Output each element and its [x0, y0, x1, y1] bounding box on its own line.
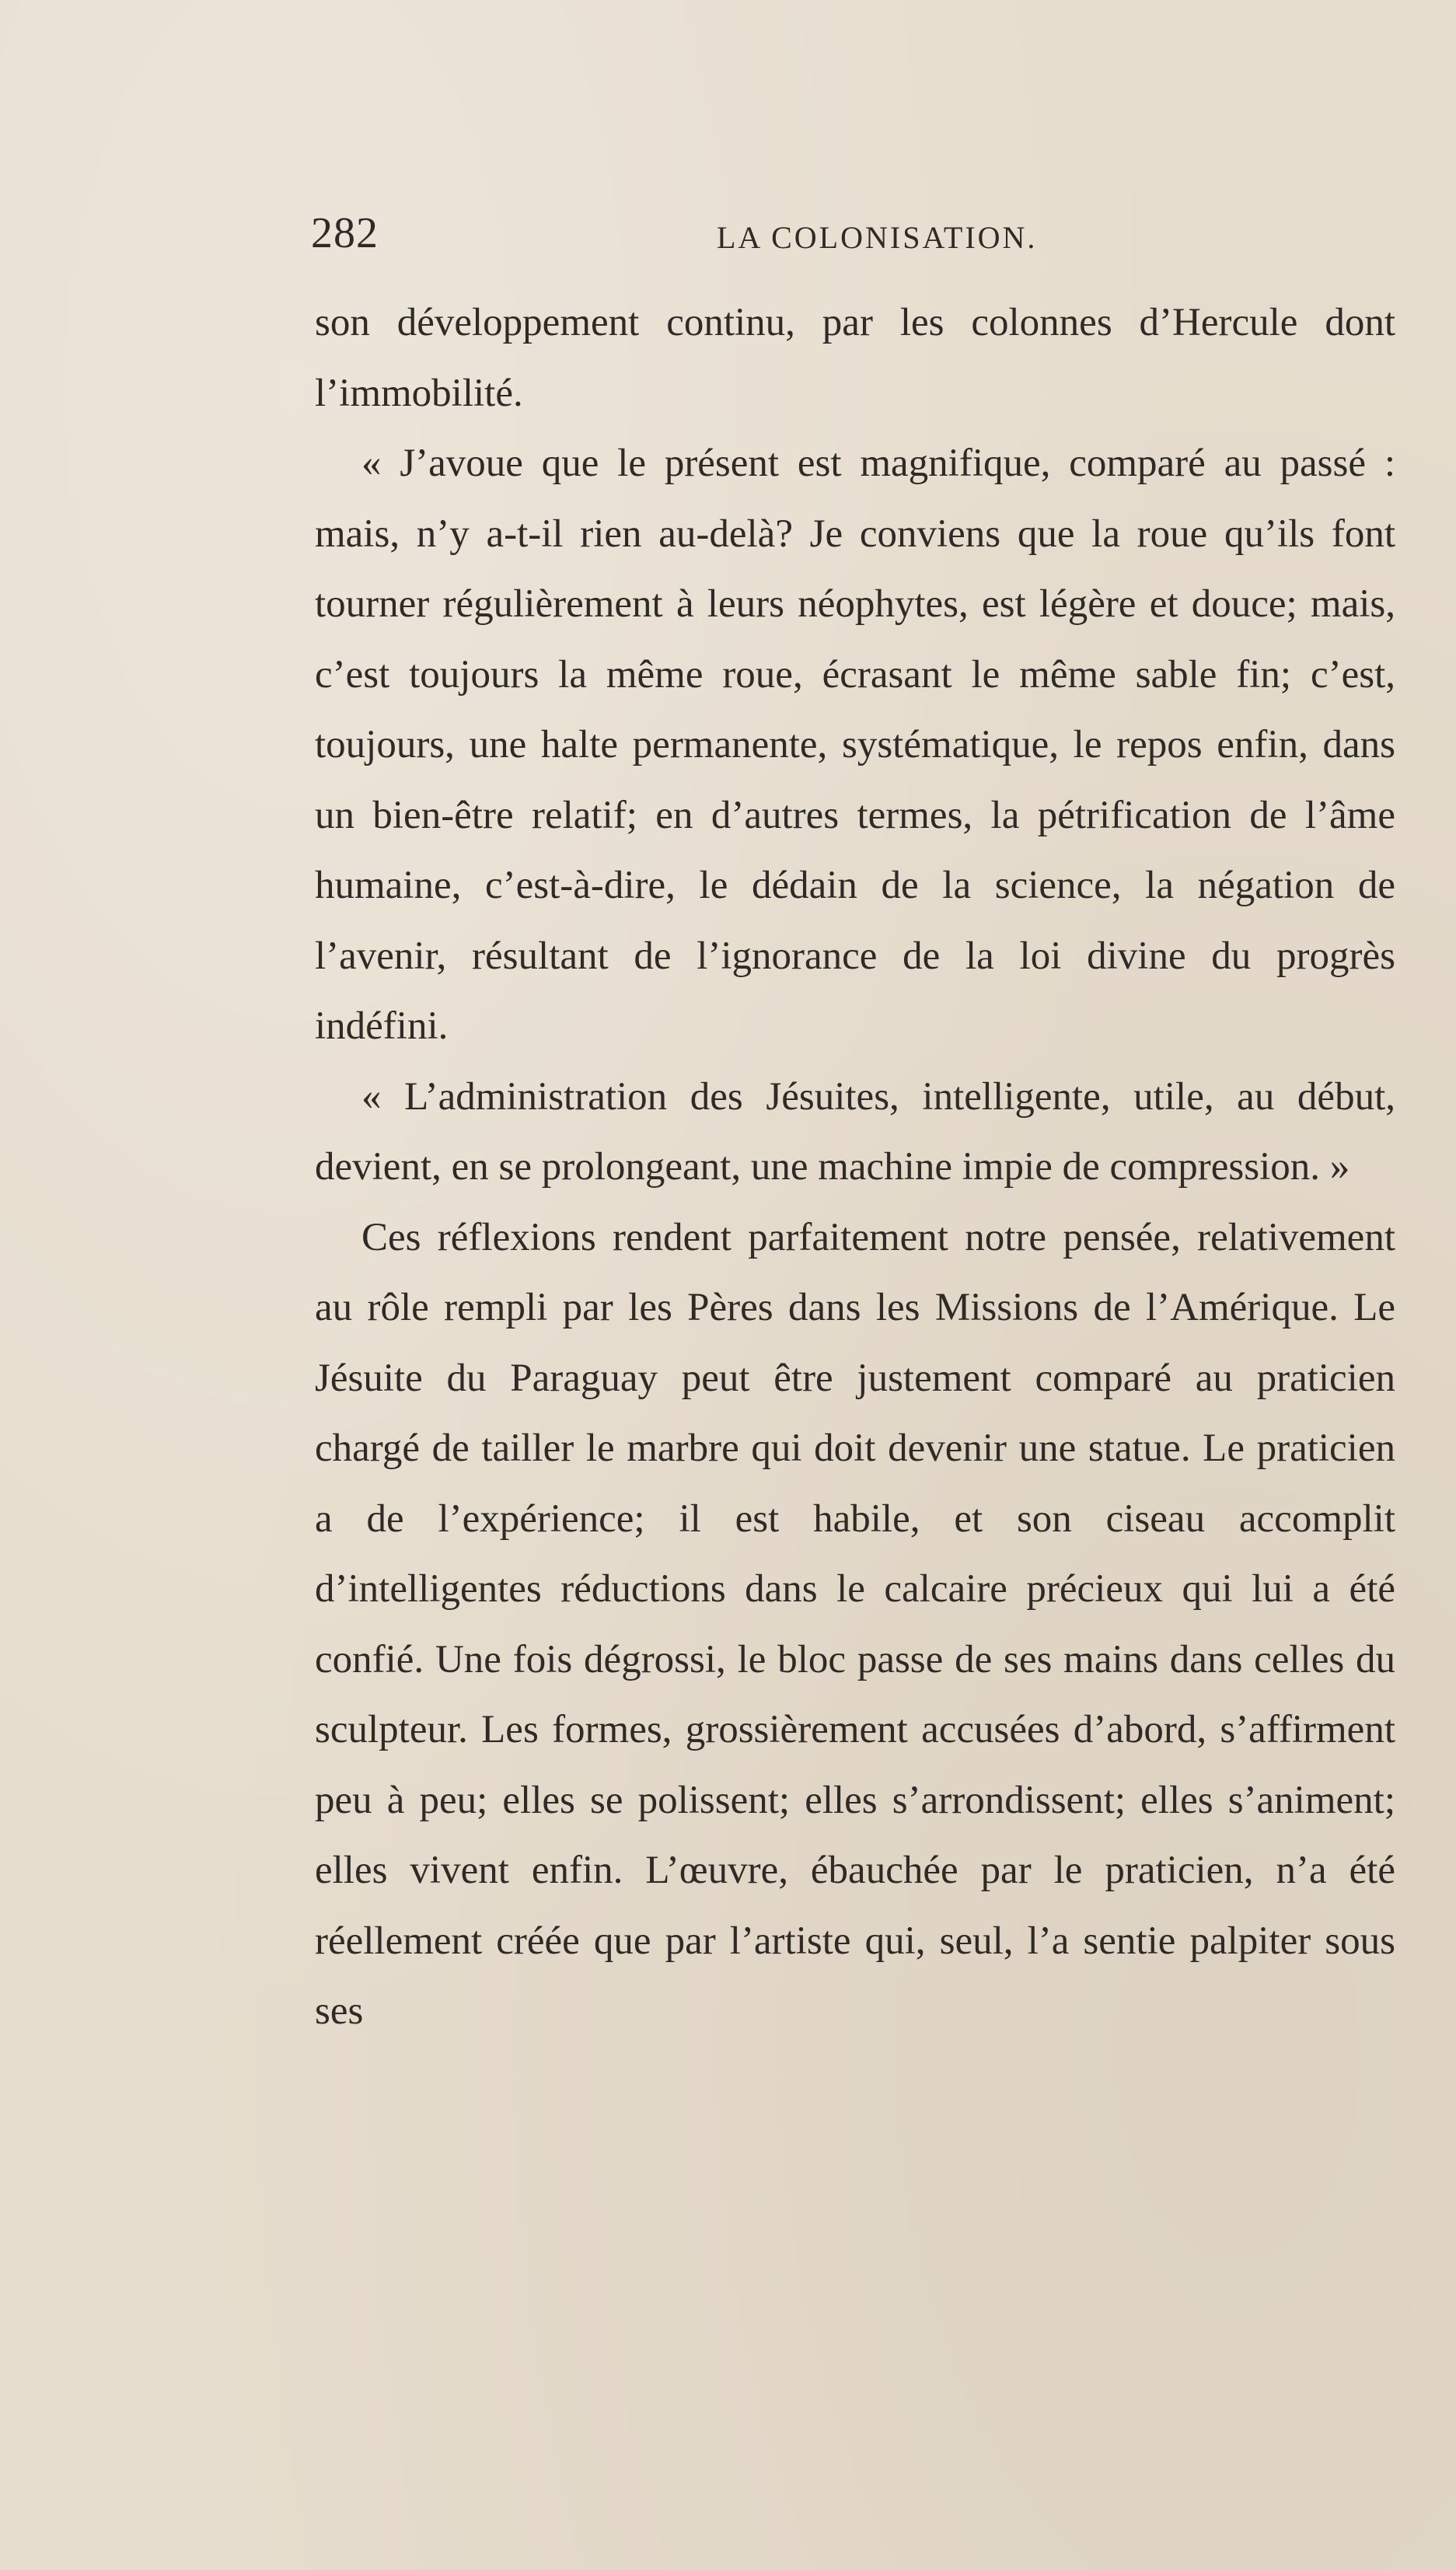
paragraph-quote-2: « L’administration des Jésuites, intelligente, utile, au début, devient, en se prolongeant, une machine impie de compression. » — [315, 1074, 1395, 1189]
paragraph-continuation: son développement continu, par les colonnes d’Hercule dont l’immobilité. — [315, 301, 1395, 415]
page-header — [311, 208, 1391, 271]
page-number: 282 — [311, 209, 379, 257]
paragraph-quote-1: « J’avoue que le présent est magnifique, comparé au passé : mais, n’y a-t-il rien au-delà? Je conviens que la roue qu’ils font tourner régulièrement à leurs néophytes, est légère et douce; mais, c’est toujours la même roue, écrasant le même sable fin; c’est, toujours, une halte permanente, systématique, le repos enfin, dans un bien-être relatif; en d’autres termes, la pétrification de l’âme humaine, c’est-à-dire, le dédain de la science, la négation de l’avenir, résultant de l’ignorance de la loi divine du progrès indéfini. — [315, 442, 1395, 1048]
paragraph-commentary: Ces réflexions rendent parfaitement notre pensée, relativement au rôle rempli par les Pères dans les Missions de l’Amérique. Le Jésuite du Paraguay peut être justement comparé au praticien chargé de tailler le marbre qui doit devenir une statue. Le praticien a de l’expérience; il est habile, et son ciseau accomplit d’intelligentes réductions dans le calcaire précieux qui lui a été confié. Une fois dégrossi, le bloc passe de ses mains dans celles du sculpteur. Les formes, grossièrement accusées d’abord, s’affirment peu à peu; elles se polissent; elles s’arrondissent; elles s’animent; elles vivent enfin. L’œuvre, ébauchée par le praticien, n’a été réellement créée que par l’artiste qui, seul, l’a sentie palpiter sous ses — [315, 1215, 1395, 2033]
body-text — [315, 288, 1395, 2047]
running-title: LA COLONISATION. — [717, 220, 1038, 255]
